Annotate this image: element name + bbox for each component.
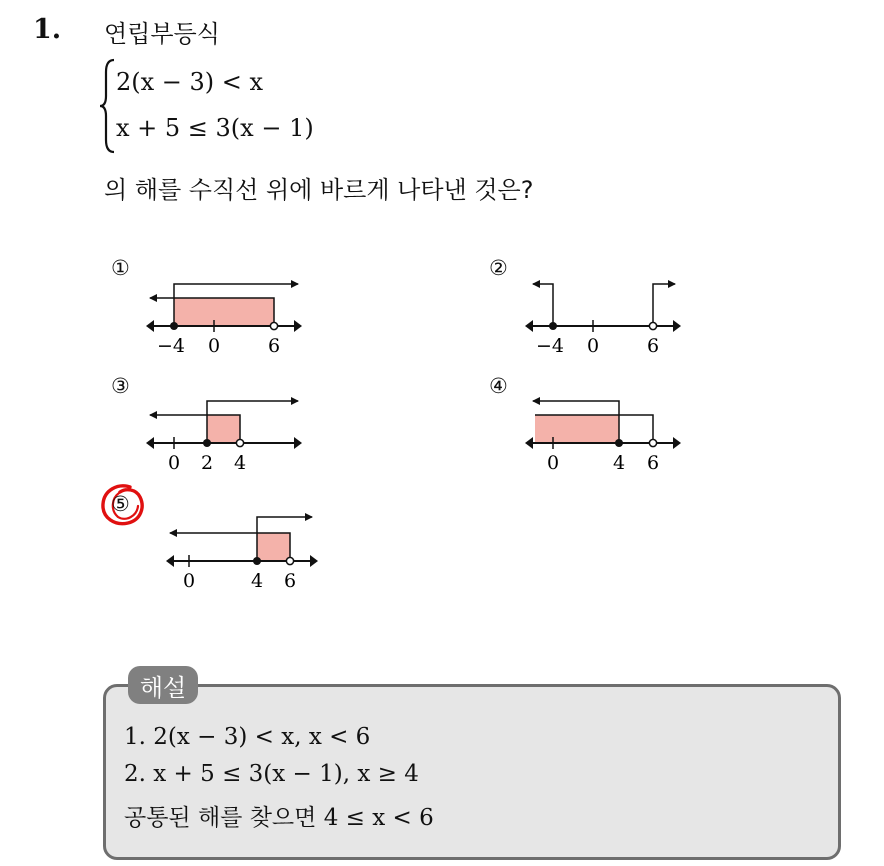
arrow-left-icon bbox=[149, 294, 157, 302]
solution-region bbox=[174, 298, 274, 326]
choice-5-label[interactable]: ⑤ bbox=[111, 492, 130, 516]
solution-region bbox=[535, 415, 619, 443]
solution-conclusion bbox=[124, 799, 434, 832]
choice-5-numberline[interactable] bbox=[158, 503, 328, 595]
tick-label: 4 bbox=[250, 570, 264, 592]
closed-dot bbox=[203, 439, 211, 447]
question-ask: 의 해를 수직선 위에 바르게 나타낸 것은? bbox=[104, 176, 534, 204]
solution-line-2: 2. x + 5 ≤ 3(x − 1), x ≥ 4 bbox=[124, 761, 419, 787]
arrow-left-icon bbox=[532, 280, 540, 288]
tick-label: −4 bbox=[156, 335, 186, 357]
tick-label: 0 bbox=[167, 452, 181, 474]
inequality-1-graph bbox=[533, 284, 553, 326]
axis-arrow-left-icon bbox=[146, 320, 154, 332]
tick-label: 0 bbox=[207, 335, 221, 357]
tick-label: 0 bbox=[546, 452, 560, 474]
tick-label: 4 bbox=[233, 452, 247, 474]
choice-2-numberline[interactable] bbox=[519, 268, 689, 360]
choice-1-label[interactable]: ① bbox=[111, 256, 130, 280]
arrow-right-icon bbox=[305, 513, 313, 521]
axis-arrow-right-icon bbox=[673, 437, 681, 449]
open-dot bbox=[236, 439, 243, 446]
inequality-1: 2(x − 3) < x bbox=[116, 68, 264, 96]
axis-arrow-right-icon bbox=[673, 320, 681, 332]
tick-label: 6 bbox=[646, 452, 660, 474]
open-dot bbox=[270, 322, 277, 329]
arrow-left-icon bbox=[532, 397, 540, 405]
arrow-right-icon bbox=[291, 280, 299, 288]
open-dot bbox=[286, 557, 293, 564]
choice-3-numberline[interactable] bbox=[140, 385, 310, 477]
closed-dot bbox=[253, 557, 261, 565]
arrow-left-icon bbox=[149, 411, 157, 419]
axis-arrow-left-icon bbox=[525, 320, 533, 332]
tick-label: 0 bbox=[586, 335, 600, 357]
closed-dot bbox=[170, 322, 178, 330]
arrow-left-icon bbox=[169, 529, 177, 537]
conclusion-text: 공통된 해를 찾으면 bbox=[124, 805, 317, 831]
question-prompt: 연립부등식 bbox=[104, 20, 220, 48]
arrow-right-icon bbox=[668, 280, 676, 288]
tick-label: −4 bbox=[535, 335, 565, 357]
solution-tab: 해설 bbox=[128, 666, 198, 704]
tick-label: 6 bbox=[283, 570, 297, 592]
system-brace bbox=[98, 58, 116, 154]
tick-label: 6 bbox=[646, 335, 660, 357]
solution-line-1: 1. 2(x − 3) < x, x < 6 bbox=[124, 724, 371, 750]
axis-arrow-left-icon bbox=[525, 437, 533, 449]
axis-arrow-right-icon bbox=[294, 437, 302, 449]
solution-region bbox=[257, 533, 290, 561]
inequality-2: x + 5 ≤ 3(x − 1) bbox=[116, 114, 314, 142]
choice-4-label[interactable]: ④ bbox=[489, 374, 508, 398]
inequality-2-graph bbox=[653, 284, 675, 326]
choice-1-numberline[interactable] bbox=[140, 268, 310, 360]
tick-label: 4 bbox=[612, 452, 626, 474]
closed-dot bbox=[615, 439, 623, 447]
open-dot bbox=[649, 322, 656, 329]
solution-region bbox=[207, 415, 240, 443]
choice-3-label[interactable]: ③ bbox=[111, 374, 130, 398]
axis-arrow-right-icon bbox=[294, 320, 302, 332]
conclusion-math: 4 ≤ x < 6 bbox=[323, 805, 434, 831]
tick-label: 0 bbox=[182, 570, 196, 592]
axis-arrow-left-icon bbox=[166, 555, 174, 567]
axis-arrow-right-icon bbox=[310, 555, 318, 567]
choice-4-numberline[interactable] bbox=[519, 385, 689, 477]
axis-arrow-left-icon bbox=[146, 437, 154, 449]
open-dot bbox=[649, 439, 656, 446]
choice-2-label[interactable]: ② bbox=[489, 256, 508, 280]
closed-dot bbox=[549, 322, 557, 330]
tick-label: 6 bbox=[267, 335, 281, 357]
tick-label: 2 bbox=[200, 452, 214, 474]
question-number: 1. bbox=[33, 14, 62, 45]
arrow-right-icon bbox=[291, 397, 299, 405]
